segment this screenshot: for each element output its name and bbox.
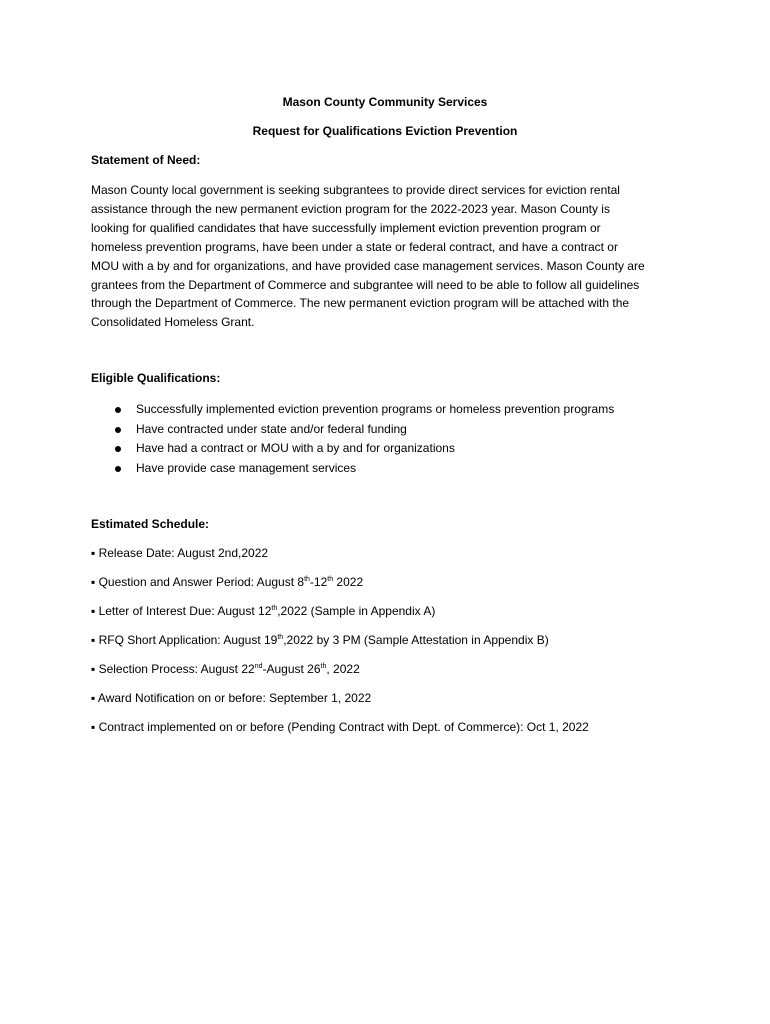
statement-line: MOU with a by and for organizations, and have provided case management services. Mason County are [91, 258, 645, 273]
statement-line: homeless prevention programs, have been under a state or federal contract, and have a contract or [91, 239, 618, 254]
schedule-selection: ▪ Selection Process: August 22nd-August 26th, 2022 [91, 662, 360, 676]
schedule-letter-of-interest: ▪ Letter of Interest Due: August 12th,2022 (Sample in Appendix A) [91, 604, 436, 618]
statement-paragraph [91, 181, 691, 332]
bullet-icon [115, 446, 121, 452]
statement-line: grantees from the Department of Commerce and subgrantee will need to be able to follow all guidelines [91, 277, 640, 292]
qualifications-list [112, 400, 614, 478]
schedule-rfq-application: ▪ RFQ Short Application: August 19th,2022 by 3 PM (Sample Attestation in Appendix B) [91, 633, 549, 647]
qualifications-heading: Eligible Qualifications: [91, 371, 221, 385]
schedule-award: ▪ Award Notification on or before: September 1, 2022 [91, 691, 372, 705]
list-item: Have had a contract or MOU with a by and for organizations [112, 439, 614, 459]
statement-line: looking for qualified candidates that have successfully implement eviction prevention program or [91, 220, 601, 235]
statement-line: assistance through the new permanent eviction program for the 2022-2023 year. Mason County is [91, 201, 610, 216]
document-subtitle: Request for Qualifications Eviction Prevention [252, 124, 518, 138]
statement-line: Mason County local government is seeking subgrantees to provide direct services for eviction rental [91, 183, 620, 197]
list-item: Have provide case management services [112, 459, 614, 479]
statement-line: through the Department of Commerce. The new permanent eviction program will be attached with the [91, 296, 630, 311]
bullet-icon [115, 427, 121, 433]
bullet-icon [115, 407, 121, 413]
schedule-contract: ▪ Contract implemented on or before (Pending Contract with Dept. of Commerce): Oct 1, 2022 [91, 720, 589, 734]
schedule-release: ▪ Release Date: August 2nd,2022 [91, 546, 269, 560]
document-title: Mason County Community Services [282, 95, 488, 109]
list-item: Successfully implemented eviction prevention programs or homeless prevention programs [112, 400, 614, 420]
statement-heading: Statement of Need: [91, 153, 201, 167]
schedule-qa-period: ▪ Question and Answer Period: August 8th-12th 2022 [91, 575, 364, 589]
statement-line: Consolidated Homeless Grant. [91, 315, 255, 330]
list-item: Have contracted under state and/or federal funding [112, 420, 614, 440]
schedule-heading: Estimated Schedule: [91, 517, 210, 531]
bullet-icon [115, 466, 121, 472]
